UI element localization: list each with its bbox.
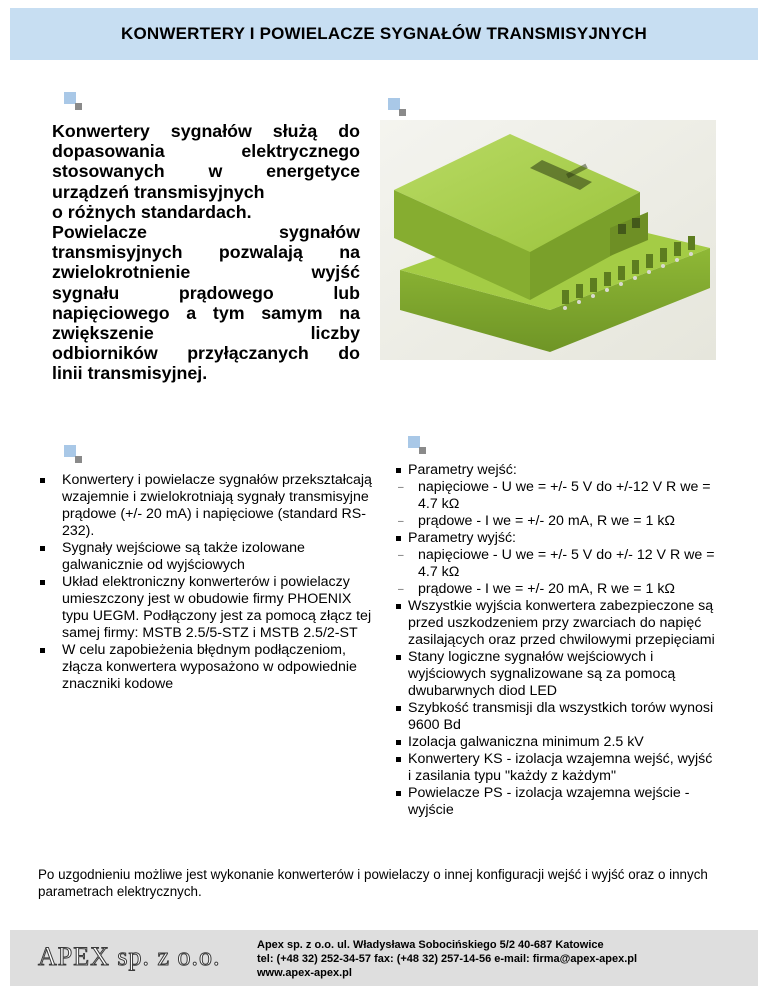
outputs-sublist: [408, 547, 716, 598]
page-title: KONWERTERY I POWIELACZE SYGNAŁÓW TRANSMISYJNYCH: [120, 24, 648, 43]
intro-line: dopasowania elektrycznego: [52, 141, 360, 162]
website-line: www.apex-apex.pl: [257, 967, 352, 979]
intro-paragraph: [52, 121, 360, 384]
intro-line: Konwertery sygnałów służą do: [52, 121, 360, 141]
intro-line: transmisyjnych pozwalają na: [52, 242, 360, 263]
features-list: [40, 472, 380, 693]
parameters-list: [396, 462, 716, 819]
section-marker-icon: [64, 92, 78, 106]
converter-device-photo: [380, 120, 716, 360]
list-item: Sygnały wejściowe są także izolowane galwanicznie od wyjściowych: [40, 540, 380, 574]
company-logo: APEX sp. z o.o.: [38, 942, 221, 971]
intro-line: o różnych standardach.: [52, 201, 252, 222]
intro-line: Powielacze sygnałów: [52, 222, 360, 243]
inputs-sublist: [408, 479, 716, 530]
list-item: [396, 462, 716, 530]
section-marker-icon: [64, 445, 78, 459]
sublist-item: – prądowe - I we = +/- 20 mA, R we = 1 kΩ: [408, 581, 716, 598]
sublist-item: – napięciowe - U we = +/- 5 V do +/- 12 V R we = 4.7 kΩ: [408, 547, 716, 581]
title-banner: [10, 8, 758, 60]
outputs-label: Parametry wyjść:: [408, 530, 516, 546]
contact-info: [257, 938, 747, 980]
footer: [10, 930, 758, 986]
list-item: Konwertery KS - izolacja wzajemna wejść, wyjść i zasilania typu "każdy z każdym": [396, 751, 716, 785]
intro-line: urządzeń transmisyjnych: [52, 181, 265, 202]
address-line: Apex sp. z o.o. ul. Władysława Sobocińskiego 5/2 40-687 Katowice: [257, 939, 604, 951]
intro-line: stosowanych w energetyce: [52, 161, 360, 182]
sublist-item: – napięciowe - U we = +/- 5 V do +/-12 V R we = 4.7 kΩ: [408, 479, 716, 513]
intro-line: sygnału prądowego lub: [52, 282, 360, 303]
intro-line: zwielokrotnienie wyjść: [52, 262, 360, 283]
list-item: Szybkość transmisji dla wszystkich torów wynosi 9600 Bd: [396, 700, 716, 734]
list-item: Konwertery i powielacze sygnałów przekształcają wzajemnie i zwielokrotniają sygnały transmisyjne prądowe (+/- 20 mA) i napięciowe (standard RS-232).: [40, 472, 380, 540]
custom-configuration-note: Po uzgodnieniu możliwe jest wykonanie konwerterów i powielaczy o innej konfiguracji wejść i wyjść oraz o innych parametrach elektrycznych.: [38, 867, 708, 899]
intro-line: napięciowego a tym samym na: [52, 302, 360, 323]
intro-line: linii transmisyjnej.: [52, 363, 208, 384]
list-item: Powielacze PS - izolacja wzajemna wejście - wyjście: [396, 785, 716, 819]
intro-line: odbiorników przyłączanych do: [52, 343, 360, 364]
section-marker-icon: [408, 436, 422, 450]
intro-line: zwiększenie liczby: [52, 323, 360, 344]
sublist-item: – prądowe - I we = +/- 20 mA, R we = 1 kΩ: [408, 513, 716, 530]
inputs-label: Parametry wejść:: [408, 462, 517, 478]
list-item: Izolacja galwaniczna minimum 2.5 kV: [396, 734, 716, 751]
list-item: Stany logiczne sygnałów wejściowych i wyjściowych sygnalizowane są za pomocą dwubarwnych diod LED: [396, 649, 716, 700]
phone-line: tel: (+48 32) 252-34-57 fax: (+48 32) 257-14-56 e-mail: firma@apex-apex.pl: [257, 953, 638, 965]
list-item: W celu zapobieżenia błędnym podłączeniom, złącza konwertera wyposażono w odpowiednie znaczniki kodowe: [40, 642, 380, 693]
list-item: [396, 530, 716, 598]
section-marker-icon: [388, 98, 402, 112]
list-item: Układ elektroniczny konwerterów i powielaczy umieszczony jest w obudowie firmy PHOENIX typu UEGM. Podłączony jest za pomocą złącz tej samej firmy: MSTB 2.5/5-STZ i MSTB 2.5/2-ST: [40, 574, 380, 642]
list-item: Wszystkie wyjścia konwertera zabezpieczone są przed uszkodzeniem przy zwarciach do napięć zasilających oraz przed chwilowymi przepięciami: [396, 598, 716, 649]
